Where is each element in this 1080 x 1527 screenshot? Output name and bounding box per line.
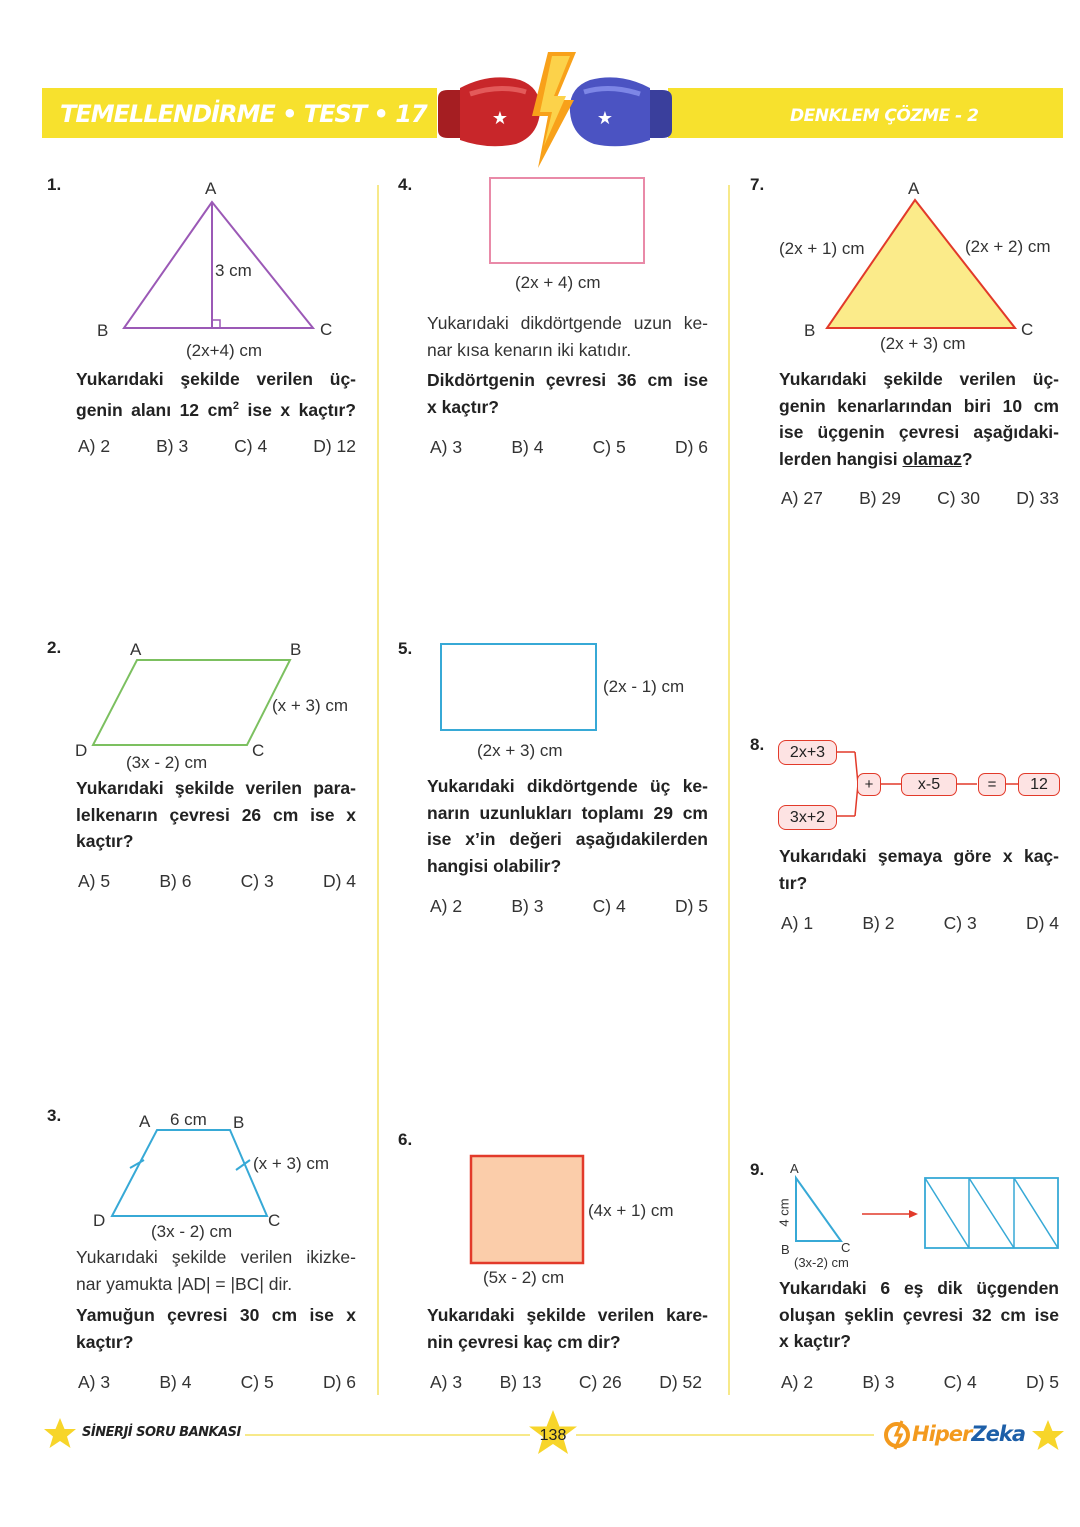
option-a[interactable]: A) 2 — [78, 436, 111, 456]
question-text-bold: Dikdörtgenin çevresi 36 cm ise x kaçtır? — [427, 370, 708, 417]
question-number: 9. — [750, 1160, 765, 1179]
option-a[interactable]: A) 27 — [781, 488, 823, 508]
option-b[interactable]: B) 4 — [511, 437, 544, 457]
side-label-left: (2x + 1) cm — [779, 239, 865, 258]
brand-logo: HiperZeka — [912, 1422, 1026, 1446]
answer-options — [78, 436, 356, 457]
vertex-label: A — [790, 1161, 799, 1176]
option-a[interactable]: A) 3 — [430, 1372, 463, 1392]
question-number: 2. — [47, 638, 62, 657]
option-d[interactable]: D) 33 — [1016, 488, 1059, 508]
boxing-gloves-icon — [430, 50, 680, 175]
option-b[interactable]: B) 3 — [511, 896, 544, 916]
question-text: Yukarıdaki şemaya göre x kaç- tır? — [779, 846, 1059, 893]
base-label: (2x + 3) cm — [880, 334, 966, 353]
option-c[interactable]: C) 4 — [592, 896, 626, 916]
vertex-label: B — [233, 1113, 245, 1132]
answer-options — [430, 1372, 702, 1393]
option-d[interactable]: D) 4 — [1025, 913, 1059, 933]
base-label: (3x - 2) cm — [126, 753, 208, 772]
question-text: Yukarıdaki şekilde verilen üç- genin kenarlarından biri 10 cm ise üçgenin çevresi aşağıdaki- lerden hangisi olamaz? — [779, 369, 1059, 469]
option-b[interactable]: B) 2 — [862, 913, 895, 933]
option-b[interactable]: B) 13 — [499, 1372, 542, 1392]
option-a[interactable]: A) 1 — [781, 913, 814, 933]
vertex-label: A — [908, 179, 920, 198]
question-text: Yukarıdaki dikdörtgende üç ke- narın uzunlukları toplamı 29 cm ise x’in değeri aşağıdakilerden hangisi olabilir? — [427, 776, 708, 876]
option-b[interactable]: B) 4 — [159, 1372, 192, 1392]
side-label: (4x + 1) cm — [588, 1201, 674, 1220]
footer-series-title: SİNERJİ SORU BANKASI — [82, 1425, 241, 1440]
answer-options — [430, 896, 708, 917]
page-number: 138 — [539, 1427, 567, 1444]
vertex-label: B — [781, 1242, 790, 1257]
answer-options — [430, 437, 708, 458]
side-label: (2x - 1) cm — [603, 677, 685, 696]
vertex-label: A — [130, 640, 142, 659]
option-a[interactable]: A) 2 — [781, 1372, 814, 1392]
question-number: 1. — [47, 175, 62, 194]
question-text: Yukarıdaki şekilde verilen ikizke- nar yamukta |AD| = |BC| dir. — [76, 1247, 356, 1294]
vertex-label: C — [841, 1240, 851, 1255]
option-d[interactable]: D) 4 — [322, 871, 356, 891]
svg-text:★: ★ — [596, 108, 614, 129]
question-text-bold: Yamuğun çevresi 30 cm ise x kaçtır? — [76, 1305, 356, 1352]
question-number: 6. — [398, 1130, 413, 1149]
vertex-label: B — [290, 640, 302, 659]
question-number: 3. — [47, 1106, 62, 1125]
vertex-label: D — [75, 741, 88, 760]
option-d[interactable]: D) 5 — [674, 896, 708, 916]
side-label: (x + 3) cm — [272, 696, 349, 715]
height-label: 3 cm — [215, 261, 252, 280]
vertex-label: C — [252, 741, 265, 760]
base-label: (3x-2) cm — [794, 1255, 849, 1270]
answer-options — [781, 488, 1059, 509]
option-a[interactable]: A) 2 — [430, 896, 463, 916]
header-left-title: TEMELLENDİRME • TEST • 17 — [60, 100, 427, 128]
answer-options — [781, 913, 1059, 934]
option-c[interactable]: C) 3 — [943, 913, 977, 933]
base-label: (2x+4) cm — [186, 341, 263, 360]
vertex-label: C — [320, 320, 333, 339]
vertex-label: B — [97, 321, 109, 340]
option-c[interactable]: C) 30 — [937, 488, 980, 508]
question-number: 5. — [398, 639, 413, 658]
option-c[interactable]: C) 5 — [240, 1372, 274, 1392]
base-label: (5x - 2) cm — [483, 1268, 565, 1287]
option-c[interactable]: C) 5 — [592, 437, 626, 457]
column-divider-2 — [728, 185, 730, 1395]
question-text: Yukarıdaki dikdörtgende uzun ke- nar kısa kenarın iki katıdır. — [427, 313, 708, 360]
question-text: Yukarıdaki şekilde verilen para- lelkenarın çevresi 26 cm ise x kaçtır? — [76, 778, 356, 851]
answer-options — [781, 1372, 1059, 1393]
question-text: Yukarıdaki 6 eş dik üçgenden oluşan şeklin çevresi 32 cm ise x kaçtır? — [779, 1278, 1059, 1351]
option-d[interactable]: D) 52 — [659, 1372, 702, 1392]
option-c[interactable]: C) 4 — [943, 1372, 977, 1392]
question-number: 7. — [750, 175, 765, 194]
vertex-label: B — [804, 321, 816, 340]
base-label: (3x - 2) cm — [151, 1222, 233, 1241]
option-a[interactable]: A) 3 — [430, 437, 463, 457]
star-icon — [1030, 1418, 1066, 1454]
schema-plus: + — [857, 773, 881, 796]
option-a[interactable]: A) 3 — [78, 1372, 111, 1392]
footer-line-right — [576, 1434, 874, 1436]
footer-line-left — [245, 1434, 530, 1436]
base-label: (2x + 3) cm — [477, 741, 563, 760]
schema-middle: x-5 — [901, 773, 957, 796]
side-label: (x + 3) cm — [253, 1154, 330, 1173]
schema-equals: = — [978, 773, 1006, 796]
right-triangle-figure — [0, 0, 1, 1]
option-b[interactable]: B) 29 — [859, 488, 901, 508]
height-label: 4 cm — [776, 1198, 792, 1227]
vertex-label: C — [268, 1211, 281, 1230]
star-icon — [42, 1416, 78, 1452]
option-b[interactable]: B) 3 — [156, 436, 189, 456]
vertex-label: C — [1021, 320, 1034, 339]
option-d[interactable]: D) 5 — [1025, 1372, 1059, 1392]
base-label: (2x + 4) cm — [515, 273, 601, 292]
option-c[interactable]: C) 4 — [234, 436, 268, 456]
column-divider-1 — [377, 185, 379, 1395]
option-d[interactable]: D) 6 — [674, 437, 708, 457]
answer-options — [78, 1372, 356, 1393]
question-text: Yukarıdaki şekilde verilen kare- nin çevresi kaç cm dir? — [427, 1305, 708, 1352]
schema-input-2: 3x+2 — [778, 805, 837, 830]
side-label-right: (2x + 2) cm — [965, 237, 1051, 256]
option-b[interactable]: B) 6 — [159, 871, 192, 891]
vertex-label: A — [205, 179, 217, 198]
option-c[interactable]: C) 26 — [578, 1372, 622, 1392]
top-label: 6 cm — [170, 1110, 207, 1129]
schema-output: 12 — [1018, 773, 1060, 796]
vertex-label: D — [93, 1211, 106, 1230]
option-b[interactable]: B) 3 — [862, 1372, 895, 1392]
question-text: Yukarıdaki şekilde verilen üç- genin alanı 12 $cm^2$ ise x kaçtır? — [76, 369, 356, 420]
question-number: 4. — [398, 175, 413, 194]
hiperzeka-logo-icon — [882, 1415, 914, 1455]
vertex-label: A — [139, 1112, 151, 1131]
option-d[interactable]: D) 12 — [313, 436, 356, 456]
schema-input-1: 2x+3 — [778, 740, 837, 765]
svg-text:★: ★ — [491, 108, 509, 129]
option-a[interactable]: A) 5 — [78, 871, 111, 891]
option-c[interactable]: C) 3 — [240, 871, 274, 891]
header-right-title: DENKLEM ÇÖZME - 2 — [790, 106, 979, 126]
question-number: 8. — [750, 735, 765, 754]
answer-options — [78, 871, 356, 892]
option-d[interactable]: D) 6 — [322, 1372, 356, 1392]
